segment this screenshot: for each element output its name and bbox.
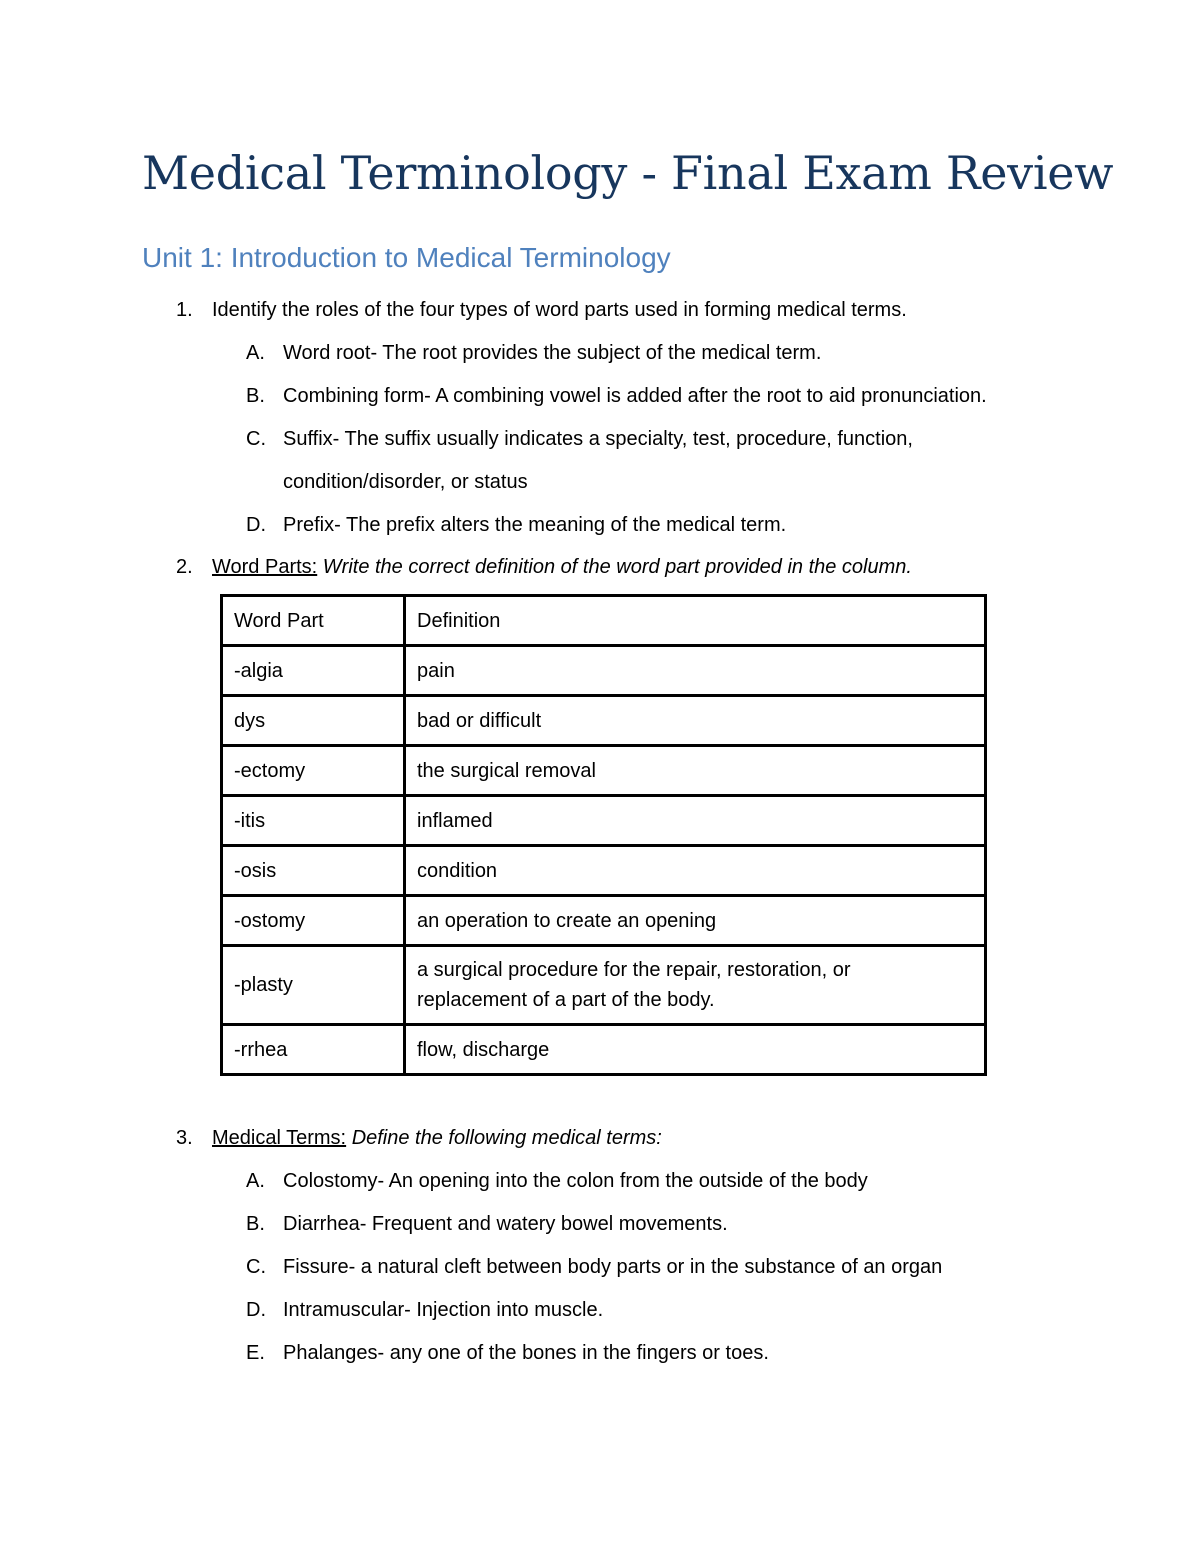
q3-number: 3. — [176, 1127, 193, 1149]
word-part-cell: -algia — [222, 646, 405, 696]
definition-line-1: a surgical procedure for the repair, restoration, or — [417, 959, 851, 981]
q1-item-d-text: Prefix- The prefix alters the meaning of the medical term. — [283, 514, 787, 536]
q1-item-c-letter: C. — [246, 428, 266, 450]
q1-number: 1. — [176, 299, 193, 321]
definition-cell: the surgical removal — [405, 746, 986, 796]
definition-cell — [405, 946, 986, 1025]
definition-line-2: replacement of a part of the body. — [417, 989, 715, 1011]
q1-item-a-letter: A. — [246, 342, 265, 364]
table-row — [222, 946, 986, 1025]
definition-cell: pain — [405, 646, 986, 696]
q1-text: Identify the roles of the four types of word parts used in forming medical terms. — [212, 299, 907, 321]
word-part-cell: -ectomy — [222, 746, 405, 796]
table-row — [222, 696, 986, 746]
q3-item-e-letter: E. — [246, 1342, 265, 1364]
word-part-cell: -osis — [222, 846, 405, 896]
column-header-definition: Definition — [405, 596, 986, 646]
word-part-cell: -plasty — [222, 946, 405, 1025]
table-row — [222, 796, 986, 846]
column-header-word-part: Word Part — [222, 596, 405, 646]
q3-prompt — [212, 1124, 662, 1152]
q1-item-d-letter: D. — [246, 514, 266, 536]
table-header-row — [222, 596, 986, 646]
table-row — [222, 896, 986, 946]
definition-cell: condition — [405, 846, 986, 896]
table-row — [222, 746, 986, 796]
word-part-cell: -ostomy — [222, 896, 405, 946]
word-part-cell: -rrhea — [222, 1025, 405, 1075]
definition-cell: flow, discharge — [405, 1025, 986, 1075]
q1-item-b-text: Combining form- A combining vowel is added after the root to aid pronunciation. — [283, 385, 987, 407]
q3-item-c-text: Fissure- a natural cleft between body parts or in the substance of an organ — [283, 1256, 943, 1278]
word-parts-table — [220, 594, 987, 1076]
q3-item-d-text: Intramuscular- Injection into muscle. — [283, 1299, 604, 1321]
q1-item-b-letter: B. — [246, 385, 265, 407]
q3-item-a-letter: A. — [246, 1170, 265, 1192]
definition-cell: inflamed — [405, 796, 986, 846]
q3-item-d-letter: D. — [246, 1299, 266, 1321]
q3-item-a-text: Colostomy- An opening into the colon from the outside of the body — [283, 1170, 868, 1192]
q2-number: 2. — [176, 556, 193, 578]
q3-item-b-text: Diarrhea- Frequent and watery bowel movements. — [283, 1213, 728, 1235]
q2-label: Word Parts: — [212, 556, 318, 578]
q1-item-c-continuation: condition/disorder, or status — [283, 471, 528, 493]
q3-item-c-letter: C. — [246, 1256, 266, 1278]
q3-item-b-letter: B. — [246, 1213, 265, 1235]
q3-item-e-text: Phalanges- any one of the bones in the fingers or toes. — [283, 1342, 769, 1364]
document-title: Medical Terminology - Final Exam Review — [142, 146, 1114, 200]
word-part-cell: -itis — [222, 796, 405, 846]
q2-prompt — [212, 553, 912, 581]
table-row — [222, 1025, 986, 1075]
unit-heading: Unit 1: Introduction to Medical Terminology — [142, 242, 671, 273]
q3-label: Medical Terms: — [212, 1127, 347, 1149]
table-row — [222, 646, 986, 696]
table-row — [222, 846, 986, 896]
q1-item-c-text: Suffix- The suffix usually indicates a specialty, test, procedure, function, — [283, 428, 913, 450]
q3-instruction: Define the following medical terms: — [351, 1127, 662, 1149]
word-part-cell: dys — [222, 696, 405, 746]
q1-item-a-text: Word root- The root provides the subject of the medical term. — [283, 342, 822, 364]
q2-instruction: Write the correct definition of the word part provided in the column. — [322, 556, 912, 578]
definition-cell: bad or difficult — [405, 696, 986, 746]
definition-cell: an operation to create an opening — [405, 896, 986, 946]
